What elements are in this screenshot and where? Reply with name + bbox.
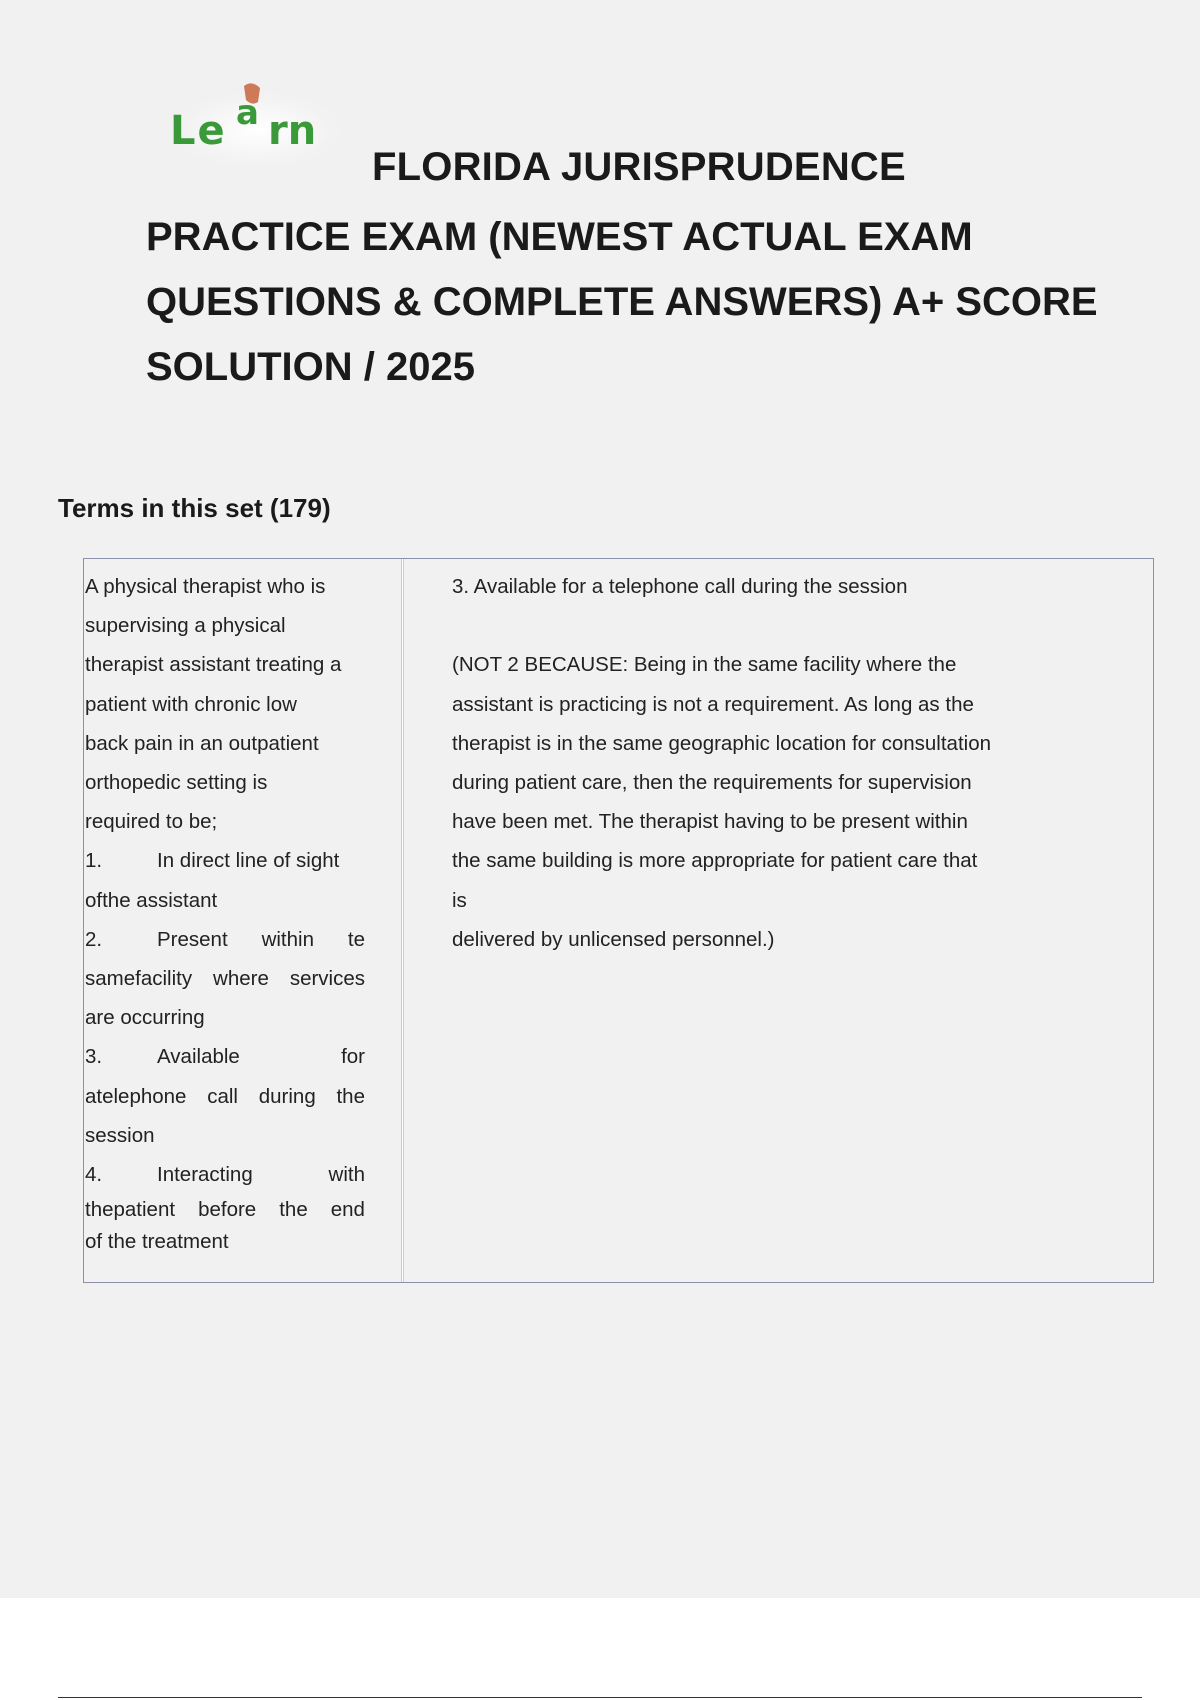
question-line: required to be; xyxy=(85,810,218,834)
option-word: before xyxy=(198,1198,257,1222)
option-word: In direct line of sight xyxy=(157,849,340,873)
option-number: 2. xyxy=(85,927,103,951)
option-word: Present xyxy=(157,927,228,951)
terms-heading: Terms in this set (179) xyxy=(58,493,331,523)
title-line-1: FLORIDA JURISPRUDENCE xyxy=(372,145,906,189)
title-continuation xyxy=(146,205,1136,400)
answer-option xyxy=(85,920,365,1038)
answer-line: assistant is practicing is not a requirement. As long as the xyxy=(452,692,974,716)
term-question xyxy=(85,567,365,1258)
option-word: services xyxy=(289,967,365,991)
option-word: within xyxy=(261,927,314,951)
answer-line: have been met. The therapist having to be present within xyxy=(452,810,968,834)
answer-line: is xyxy=(452,888,467,912)
option-word: Interacting xyxy=(157,1163,253,1187)
question-line: patient with chronic low xyxy=(85,692,297,716)
svg-text:Le: Le xyxy=(170,108,227,154)
option-word: for xyxy=(341,1045,365,1069)
option-word: call xyxy=(207,1084,238,1108)
column-divider xyxy=(401,559,404,1282)
option-word: Available xyxy=(157,1045,240,1069)
answer-line: delivered by unlicensed personnel.) xyxy=(452,927,775,951)
option-word: ofthe assistant xyxy=(85,888,218,912)
option-word: of the treatment xyxy=(85,1230,229,1254)
option-word: where xyxy=(213,967,269,991)
svg-text:rn: rn xyxy=(268,108,317,154)
option-word: atelephone xyxy=(85,1084,187,1108)
option-number: 3. xyxy=(85,1045,103,1069)
answer-line: therapist is in the same geographic location for consultation xyxy=(452,731,992,755)
flashcard-table xyxy=(83,558,1154,1283)
answer-line: during patient care, then the requirements for supervision xyxy=(452,771,972,794)
option-number: 1. xyxy=(85,849,103,873)
answer-line xyxy=(452,606,1092,645)
option-word: te xyxy=(347,927,365,951)
option-word: samefacility xyxy=(85,967,193,991)
option-word: thepatient xyxy=(85,1198,176,1222)
learn-logo xyxy=(162,80,352,168)
answer-line: 3. Available for a telephone call during the session xyxy=(452,575,908,598)
option-word: with xyxy=(328,1163,365,1187)
answer-option xyxy=(85,1037,365,1155)
question-line: back pain in an outpatient xyxy=(85,731,319,755)
option-word: session xyxy=(85,1123,155,1147)
title-line: SOLUTION / 2025 xyxy=(146,345,475,389)
answer-option xyxy=(85,1155,365,1258)
option-word: end xyxy=(330,1198,365,1222)
option-word: the xyxy=(336,1084,365,1108)
option-word: during xyxy=(258,1084,316,1108)
answer-option xyxy=(85,841,365,919)
answer-line: (NOT 2 BECAUSE: Being in the same facility where the xyxy=(452,653,957,677)
title-line: PRACTICE EXAM (NEWEST ACTUAL EXAM xyxy=(146,215,973,259)
option-number: 4. xyxy=(85,1163,103,1187)
term-answer xyxy=(452,567,1092,959)
question-line: A physical therapist who is xyxy=(85,575,326,598)
question-line: orthopedic setting is xyxy=(85,771,268,795)
question-line: supervising a physical xyxy=(85,614,286,638)
question-line: therapist assistant treating a xyxy=(85,653,342,677)
option-word: are occurring xyxy=(85,1006,205,1030)
option-word: the xyxy=(279,1198,308,1222)
svg-text:a: a xyxy=(236,93,259,133)
footer-rule xyxy=(58,1697,1142,1698)
title-line: QUESTIONS & COMPLETE ANSWERS) A+ SCORE xyxy=(146,280,1098,324)
answer-line: the same building is more appropriate for patient care that xyxy=(452,849,978,873)
